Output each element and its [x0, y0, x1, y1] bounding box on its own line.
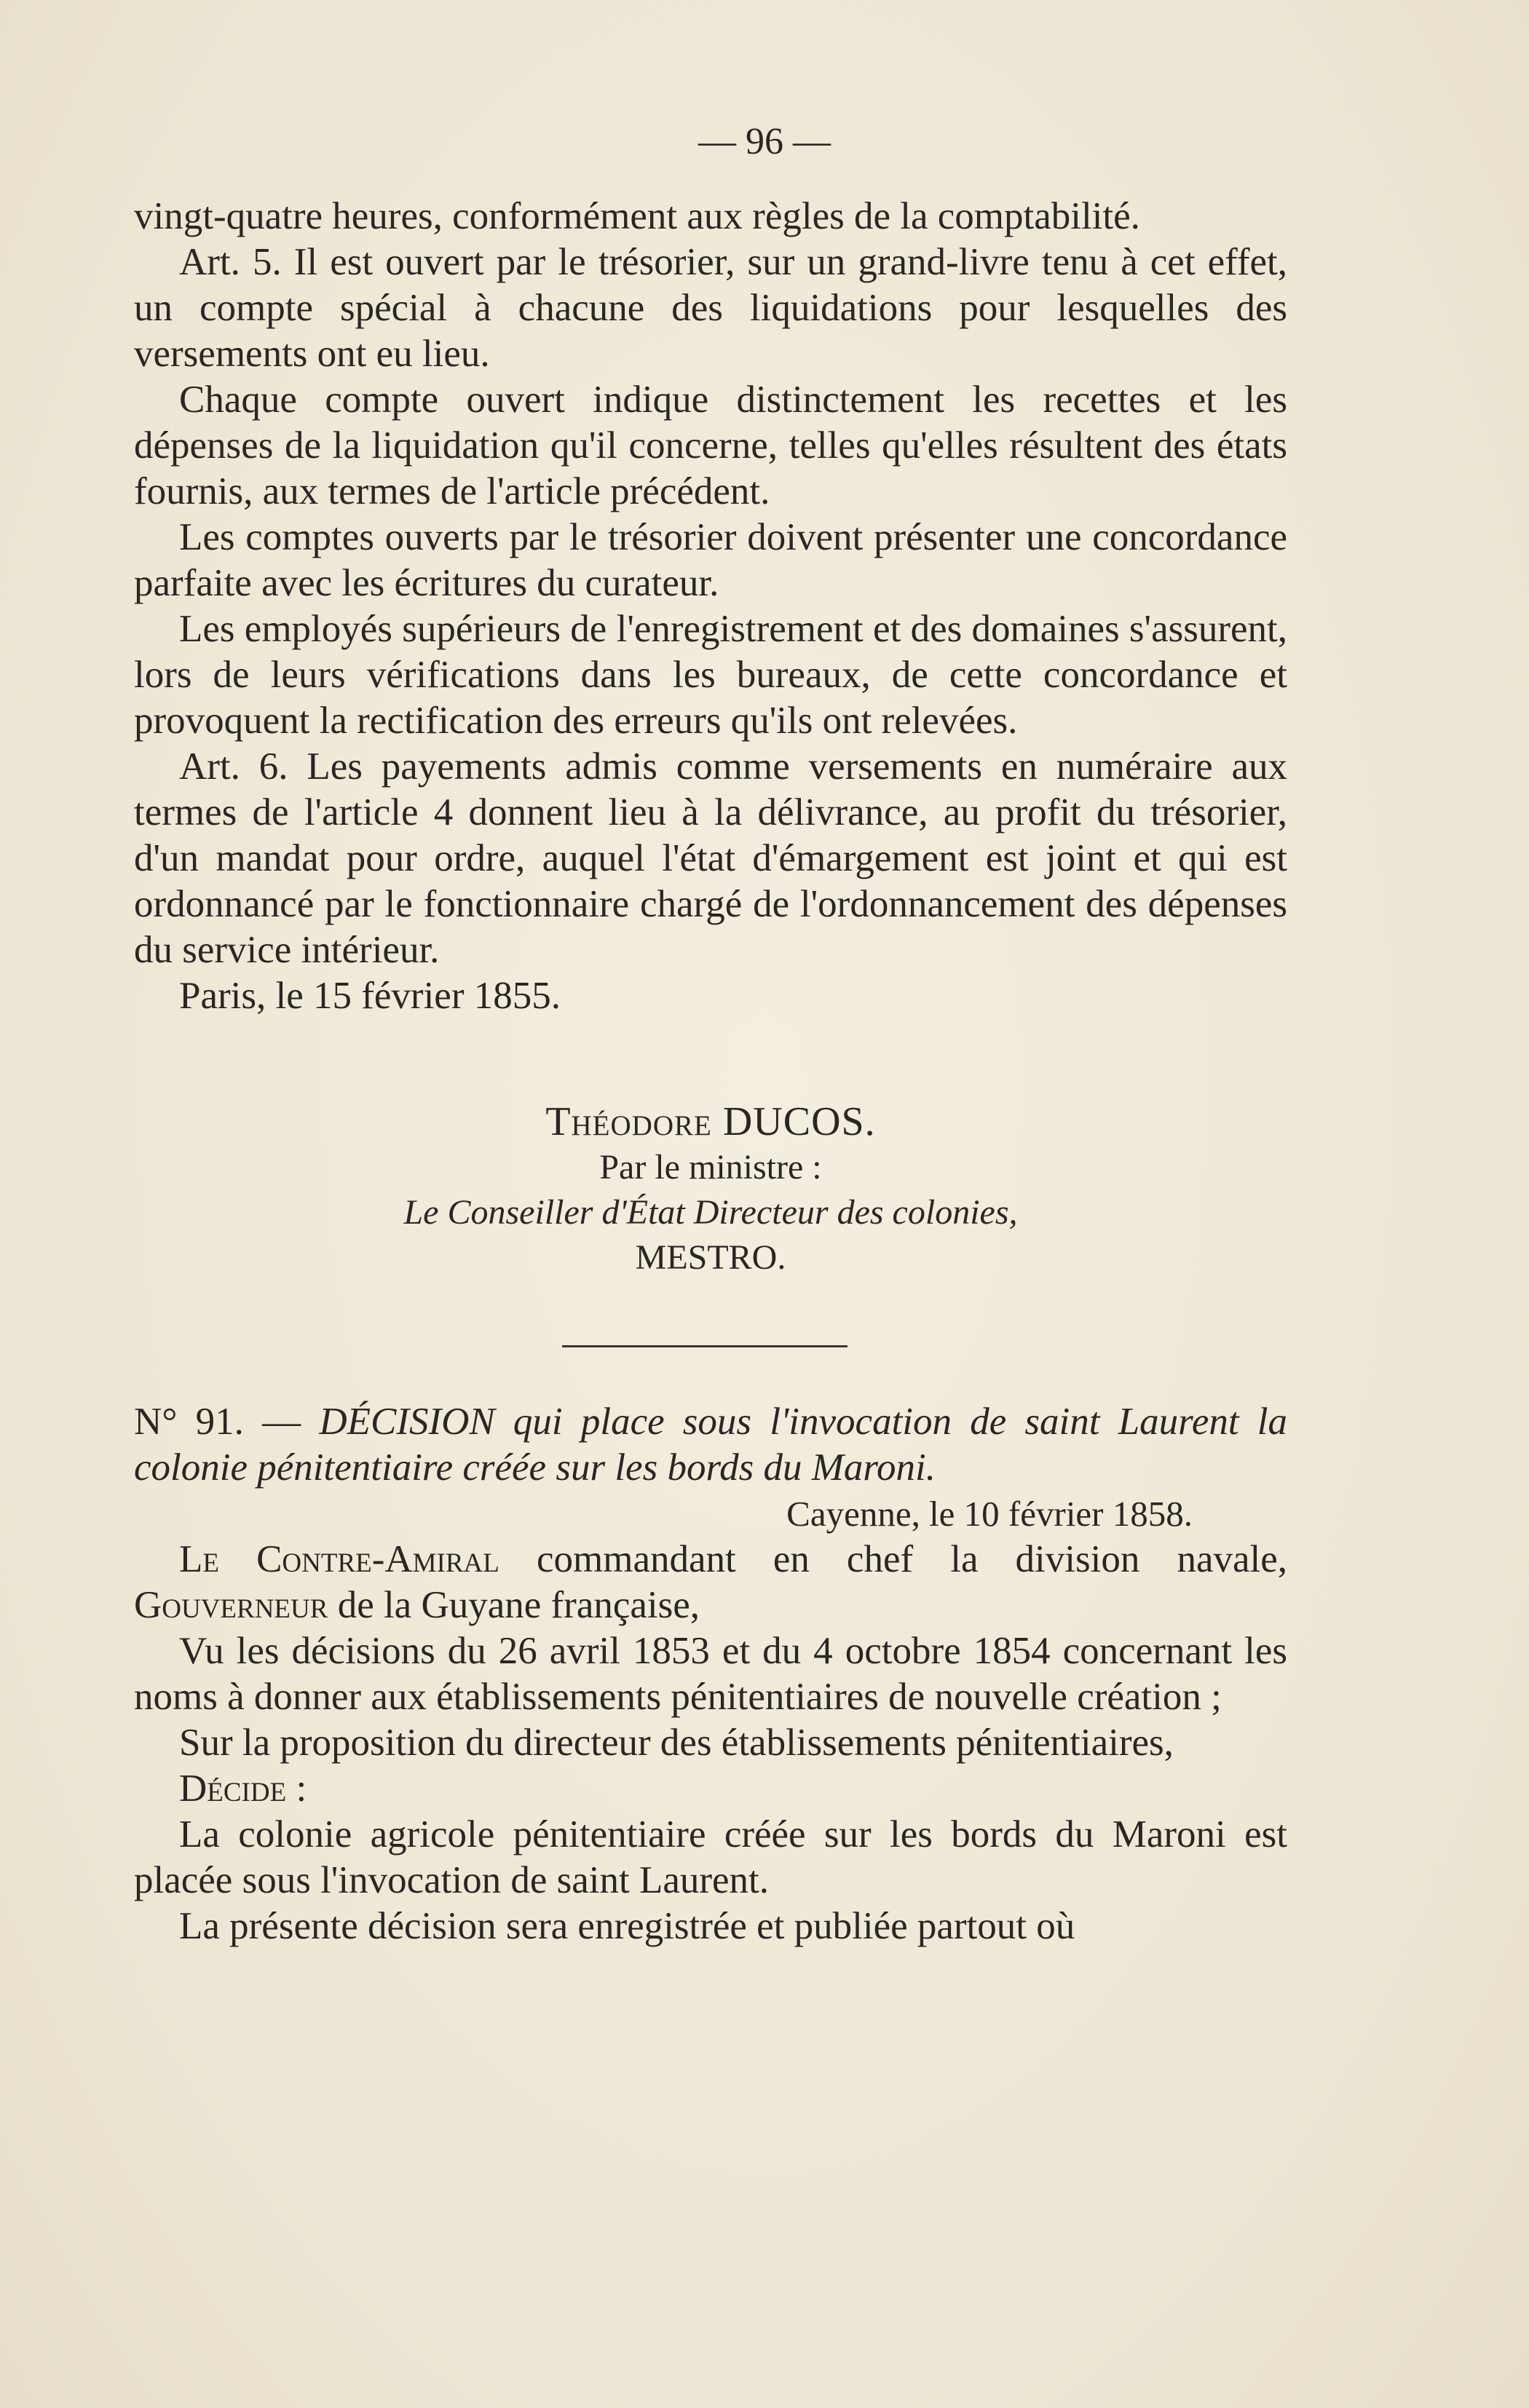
decision-heading: N° 91. — DÉCISION qui place sous l'invocation de saint Laurent la colonie pénitentiaire créée sur les bords du Maroni. — [134, 1401, 1288, 1489]
paragraph: Les comptes ouverts par le trésorier doivent présenter une concordance parfaite avec les écritures du curateur. — [134, 516, 1287, 604]
paragraph: Le Contre-Amiral commandant en chef la division navale, Gouverneur de la Guyane française, — [134, 1538, 1287, 1626]
signatory-countersign: MESTRO. — [635, 1238, 786, 1277]
page-number: — 96 — — [698, 121, 831, 162]
signature-block — [134, 1099, 1287, 1280]
paragraph: vingt-quatre heures, conformément aux règles de la comptabilité. — [134, 195, 1140, 237]
paragraph-art6: Art. 6. Les payements admis comme versements en numéraire aux termes de l'article 4 donnent lieu à la délivrance, au profit du trésorier, d'un mandat pour ordre, auquel l'état d'émargement est joint et qui est ordonnancé par le fonctionnaire chargé de l'ordonnancement des dépenses du service intérieur. — [134, 745, 1287, 971]
signatory-title: Le Conseiller d'État Directeur des colonies, — [403, 1193, 1018, 1232]
paragraph: Chaque compte ouvert indique distinctement les recettes et les dépenses de la liquidation qu'il concerne, telles qu'elles résultent des états fournis, aux termes de l'article précédent. — [134, 379, 1287, 512]
paragraph: Vu les décisions du 26 avril 1853 et du 4 octobre 1854 concernant les noms à donner aux établissements pénitentiaires de nouvelle création ; — [134, 1630, 1287, 1718]
decide-heading: Décide : — [179, 1767, 307, 1810]
paragraph-art5: Art. 5. Il est ouvert par le trésorier, sur un grand-livre tenu à cet effet, un compte spécial à chacune des liquidations pour lesquelles des versements ont eu lieu. — [134, 241, 1287, 375]
signatory-name: Théodore DUCOS. — [545, 1099, 876, 1144]
body-top — [134, 194, 1287, 1019]
place-date: Paris, le 15 février 1855. — [179, 975, 561, 1017]
paragraph: Les employés supérieurs de l'enregistrement et des domaines s'assurent, lors de leurs vérifications dans les bureaux, de cette concordance et provoquent la rectification des erreurs qu'ils ont relevées. — [134, 608, 1287, 742]
decision-date: Cayenne, le 10 février 1858. — [786, 1494, 1193, 1534]
decision-block — [134, 1399, 1287, 1949]
section-divider — [562, 1345, 848, 1347]
paragraph: La présente décision sera enregistrée et publiée partout où — [179, 1905, 1075, 1947]
signatory-role: Par le ministre : — [599, 1148, 822, 1187]
paragraph: Sur la proposition du directeur des établissements pénitentiaires, — [179, 1722, 1174, 1764]
paragraph: La colonie agricole pénitentiaire créée sur les bords du Maroni est placée sous l'invocation de saint Laurent. — [134, 1813, 1287, 1901]
